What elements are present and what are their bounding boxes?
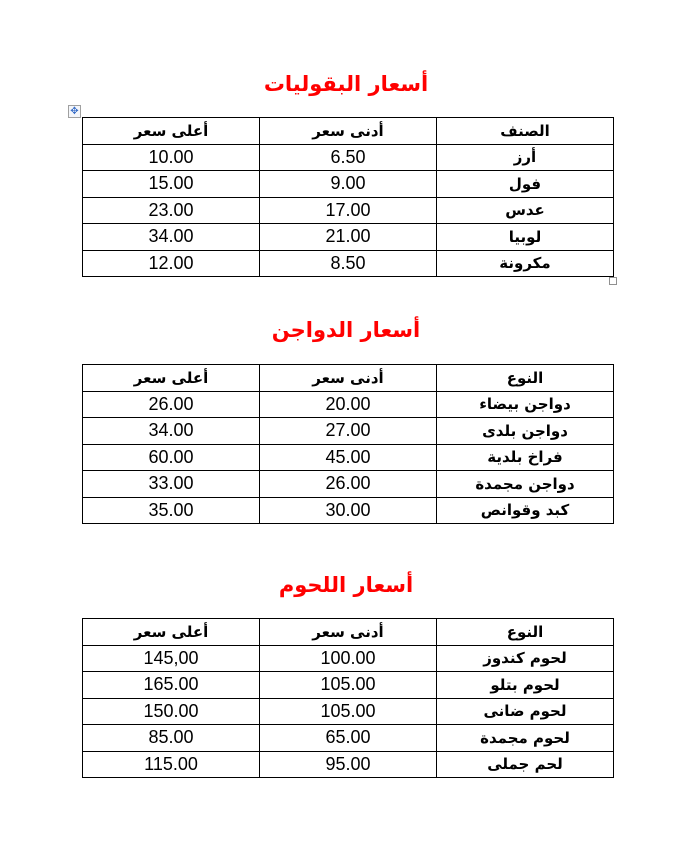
item-name: مكرونة: [437, 250, 614, 277]
max-price: 34.00: [83, 418, 260, 445]
min-price: 95.00: [260, 751, 437, 778]
max-price: 60.00: [83, 444, 260, 471]
poultry-price-table: [82, 364, 614, 524]
min-price: 30.00: [260, 497, 437, 524]
item-name: دواجن بلدى: [437, 418, 614, 445]
table-resize-handle[interactable]: [609, 277, 617, 285]
max-price: 34.00: [83, 224, 260, 251]
header-type: النوع: [437, 619, 614, 646]
table-row: [83, 391, 614, 418]
header-type: النوع: [437, 365, 614, 392]
item-name: أرز: [437, 144, 614, 171]
item-name: لحوم ضانى: [437, 698, 614, 725]
section-title-poultry: أسعار الدواجن: [271, 318, 421, 342]
item-name: فول: [437, 171, 614, 198]
item-name: دواجن مجمدة: [437, 471, 614, 498]
table-row: [83, 144, 614, 171]
table-row: [83, 471, 614, 498]
table-move-handle-icon[interactable]: ✥: [68, 105, 81, 118]
max-price: 85.00: [83, 725, 260, 752]
section-title-legumes: أسعار البقوليات: [263, 72, 429, 96]
min-price: 6.50: [260, 144, 437, 171]
section-title-meat: أسعار اللحوم: [278, 573, 414, 597]
max-price: 145,00: [83, 645, 260, 672]
max-price: 26.00: [83, 391, 260, 418]
table-row: [83, 725, 614, 752]
header-min-price: أدنى سعر: [260, 619, 437, 646]
max-price: 15.00: [83, 171, 260, 198]
item-name: لحوم مجمدة: [437, 725, 614, 752]
item-name: لوبيا: [437, 224, 614, 251]
min-price: 100.00: [260, 645, 437, 672]
min-price: 8.50: [260, 250, 437, 277]
min-price: 45.00: [260, 444, 437, 471]
legumes-price-table: [82, 117, 614, 277]
min-price: 105.00: [260, 698, 437, 725]
table-row: [83, 224, 614, 251]
table-row: [83, 497, 614, 524]
max-price: 115.00: [83, 751, 260, 778]
item-name: لحوم كندوز: [437, 645, 614, 672]
table-header-row: [83, 365, 614, 392]
item-name: كبد وقوانص: [437, 497, 614, 524]
header-max-price: أعلى سعر: [83, 619, 260, 646]
table-row: [83, 672, 614, 699]
min-price: 26.00: [260, 471, 437, 498]
max-price: 23.00: [83, 197, 260, 224]
max-price: 10.00: [83, 144, 260, 171]
min-price: 27.00: [260, 418, 437, 445]
min-price: 9.00: [260, 171, 437, 198]
item-name: لحوم بتلو: [437, 672, 614, 699]
max-price: 35.00: [83, 497, 260, 524]
table-row: [83, 418, 614, 445]
header-item: الصنف: [437, 118, 614, 145]
table-row: [83, 698, 614, 725]
min-price: 20.00: [260, 391, 437, 418]
item-name: فراخ بلدية: [437, 444, 614, 471]
header-max-price: أعلى سعر: [83, 365, 260, 392]
table-row: [83, 197, 614, 224]
table-row: [83, 171, 614, 198]
item-name: دواجن بيضاء: [437, 391, 614, 418]
header-min-price: أدنى سعر: [260, 365, 437, 392]
table-row: [83, 751, 614, 778]
max-price: 150.00: [83, 698, 260, 725]
item-name: عدس: [437, 197, 614, 224]
max-price: 33.00: [83, 471, 260, 498]
min-price: 105.00: [260, 672, 437, 699]
min-price: 17.00: [260, 197, 437, 224]
table-row: [83, 645, 614, 672]
table-row: [83, 250, 614, 277]
header-max-price: أعلى سعر: [83, 118, 260, 145]
min-price: 65.00: [260, 725, 437, 752]
header-min-price: أدنى سعر: [260, 118, 437, 145]
min-price: 21.00: [260, 224, 437, 251]
max-price: 12.00: [83, 250, 260, 277]
item-name: لحم جملى: [437, 751, 614, 778]
meat-price-table: [82, 618, 614, 778]
table-row: [83, 444, 614, 471]
table-header-row: [83, 118, 614, 145]
table-header-row: [83, 619, 614, 646]
max-price: 165.00: [83, 672, 260, 699]
